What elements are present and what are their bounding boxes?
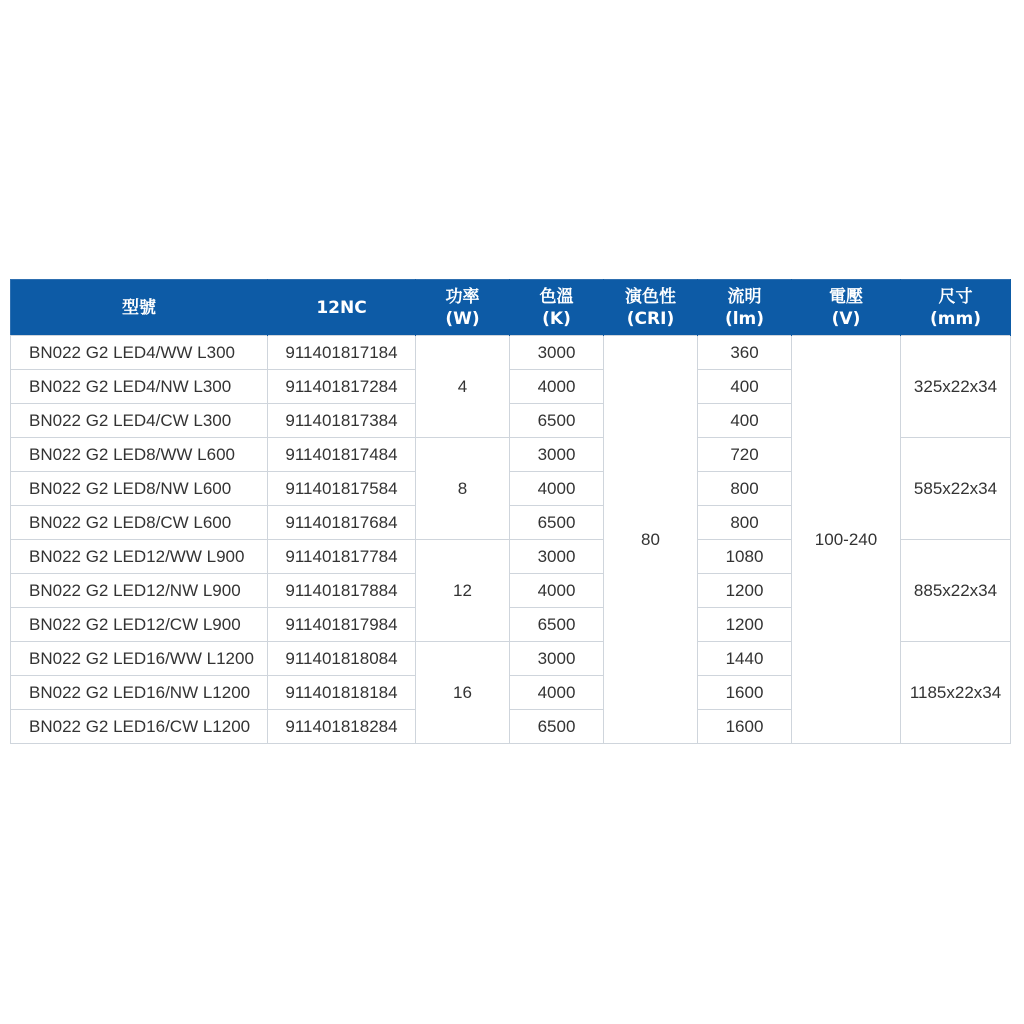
cct-cell: 4000 [510, 574, 604, 608]
cct-cell: 3000 [510, 336, 604, 370]
header-voltage: 電壓 (V) [792, 280, 901, 336]
cct-cell: 6500 [510, 404, 604, 438]
nc-cell: 911401817784 [268, 540, 416, 574]
nc-cell: 911401818084 [268, 642, 416, 676]
voltage-cell: 100-240 [792, 336, 901, 744]
model-cell: BN022 G2 LED4/WW L300 [11, 336, 268, 370]
lumen-cell: 1600 [698, 676, 792, 710]
lumen-cell: 1200 [698, 574, 792, 608]
header-cri: 演色性 (CRI) [604, 280, 698, 336]
model-cell: BN022 G2 LED16/NW L1200 [11, 676, 268, 710]
cct-cell: 6500 [510, 608, 604, 642]
nc-cell: 911401817184 [268, 336, 416, 370]
lumen-cell: 1440 [698, 642, 792, 676]
size-cell: 585x22x34 [901, 438, 1011, 540]
size-cell: 325x22x34 [901, 336, 1011, 438]
spec-table [10, 279, 1011, 744]
nc-cell: 911401817684 [268, 506, 416, 540]
model-cell: BN022 G2 LED8/CW L600 [11, 506, 268, 540]
cct-cell: 3000 [510, 642, 604, 676]
model-cell: BN022 G2 LED4/NW L300 [11, 370, 268, 404]
cct-cell: 3000 [510, 540, 604, 574]
cri-cell: 80 [604, 336, 698, 744]
nc-cell: 911401818184 [268, 676, 416, 710]
power-cell: 12 [416, 540, 510, 642]
cct-cell: 4000 [510, 472, 604, 506]
header-lumen: 流明 (lm) [698, 280, 792, 336]
cct-cell: 6500 [510, 506, 604, 540]
nc-cell: 911401817384 [268, 404, 416, 438]
lumen-cell: 1600 [698, 710, 792, 744]
lumen-cell: 800 [698, 472, 792, 506]
cct-cell: 4000 [510, 676, 604, 710]
power-cell: 16 [416, 642, 510, 744]
lumen-cell: 400 [698, 370, 792, 404]
power-cell: 4 [416, 336, 510, 438]
lumen-cell: 360 [698, 336, 792, 370]
lumen-cell: 1080 [698, 540, 792, 574]
header-12nc: 12NC [268, 280, 416, 336]
model-cell: BN022 G2 LED12/WW L900 [11, 540, 268, 574]
size-cell: 885x22x34 [901, 540, 1011, 642]
nc-cell: 911401817884 [268, 574, 416, 608]
nc-cell: 911401817984 [268, 608, 416, 642]
header-size: 尺寸 (mm) [901, 280, 1011, 336]
model-cell: BN022 G2 LED16/WW L1200 [11, 642, 268, 676]
nc-cell: 911401817584 [268, 472, 416, 506]
nc-cell: 911401817284 [268, 370, 416, 404]
header-row [11, 280, 1011, 336]
model-cell: BN022 G2 LED8/WW L600 [11, 438, 268, 472]
model-cell: BN022 G2 LED16/CW L1200 [11, 710, 268, 744]
lumen-cell: 720 [698, 438, 792, 472]
model-cell: BN022 G2 LED12/CW L900 [11, 608, 268, 642]
model-cell: BN022 G2 LED4/CW L300 [11, 404, 268, 438]
nc-cell: 911401817484 [268, 438, 416, 472]
model-cell: BN022 G2 LED12/NW L900 [11, 574, 268, 608]
size-cell: 1185x22x34 [901, 642, 1011, 744]
nc-cell: 911401818284 [268, 710, 416, 744]
lumen-cell: 800 [698, 506, 792, 540]
cct-cell: 6500 [510, 710, 604, 744]
table-row [11, 336, 1011, 370]
lumen-cell: 1200 [698, 608, 792, 642]
cct-cell: 4000 [510, 370, 604, 404]
power-cell: 8 [416, 438, 510, 540]
header-cct: 色溫 (K) [510, 280, 604, 336]
header-power: 功率 (W) [416, 280, 510, 336]
header-model: 型號 [11, 280, 268, 336]
lumen-cell: 400 [698, 404, 792, 438]
cct-cell: 3000 [510, 438, 604, 472]
model-cell: BN022 G2 LED8/NW L600 [11, 472, 268, 506]
